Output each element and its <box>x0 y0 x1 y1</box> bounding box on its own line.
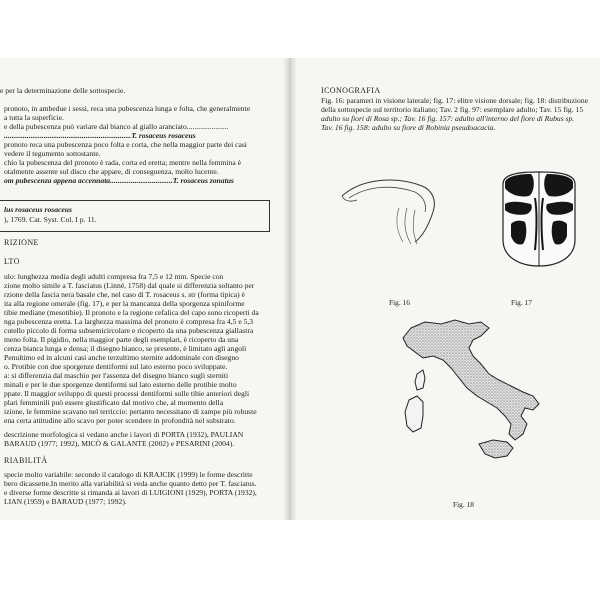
left-line: o. Protibie con due sporgenze dentiformi sul lato esterno poco sviluppate. <box>4 362 228 371</box>
left-line: BARAUD (1977; 1992), MICÒ & GALANTE (2002) e PESARINI (2004). <box>4 439 235 448</box>
left-line: minali e per le due sporgenze dentiformi sul lato esterno delle protibie molto <box>4 380 237 389</box>
left-line: e diverse forme descritte si rimanda ai lavori di LUIGIONI (1929), PORTA (1932), <box>4 488 257 497</box>
right-line: Tav. 16 fig. 158: adulto su fiore di Robinia pseudoacacia. <box>321 123 496 132</box>
left-line: specie molto variabile: secondo il catalogo di KRAJCIK (1999) le forme descritte <box>4 470 253 479</box>
left-line: LIAN (1959) e BARAUD (1977; 1992). <box>4 497 127 506</box>
left-line: Penultimo ed in alcuni casi anche terzultimo sternite addominale con disegno <box>4 353 239 362</box>
left-line: ena certa attitudine allo scavo per poter scendere in profondità nel substrato. <box>4 416 236 425</box>
left-line: plari femminili può essere giustificato dal motivo che, al momento della <box>4 398 224 407</box>
left-line: cenza bianca lunga e densa; il disegno bianco, se presente, è limitato agli angoli <box>4 344 247 353</box>
left-line: ita alla regione omerale (fig. 17), e per la mancanza della sporgenza spiniforme <box>4 299 245 308</box>
left-line: meno folta. Il pigidio, nella maggior parte degli esemplari, è ricoperto da una <box>4 335 239 344</box>
left-line: descrizione morfologica si vedano anche i lavori di PORTA (1932), PAULIAN <box>4 430 244 439</box>
section-heading: RIABILITÀ <box>4 456 48 465</box>
left-line: e per la determinazione delle sottospecie. <box>0 86 126 95</box>
fig17-caption: Fig. 17 <box>511 298 532 307</box>
left-line: cutello piccolo di forma subsemicircolare e ricoperto da una pubescenza giallastra <box>4 326 254 335</box>
left-line: a: si differenzia dal maschio per l'assenza del disegno bianco sugli sterniti <box>4 371 229 380</box>
right-line: Fig. 16: parameri in visione laterale; fig. 17: elitre visione dorsale; fig. 18: distribuzione <box>321 96 588 105</box>
book-gutter <box>283 58 297 520</box>
right-line: della sottospecie sul territorio italiano; Tav. 2 fig. 97: esemplare adulto; Tav. 15 fig. 15 <box>321 105 584 114</box>
left-line: ulo: lunghezza media degli adulti compresa fra 7,5 e 12 mm. Specie con <box>4 272 224 281</box>
left-line: ppate. Il maggior sviluppo di questi processi dentiformi sulle tibie anteriori degli <box>4 389 250 398</box>
left-line: chio la pubescenza del pronoto è rada, corta ed eretta; mentre nella femmina è <box>4 158 241 167</box>
left-key-result: om pubescenza appena accennata.................................T. rosaceus zonatus <box>4 176 234 185</box>
left-line: rzione della fascia nera basale che, nel caso di T. rosaceus s. str (forma tipica) è <box>4 290 245 299</box>
italy-map-figure <box>389 316 559 476</box>
left-line: otalmente assente sul disco che appare, di conseguenza, molto lucente. <box>4 167 219 176</box>
section-heading: RIZIONE <box>4 238 39 247</box>
right-line: adulto su fiori di Rosa sp.; Tav. 16 fig. 157: adulto all'interno del fiore di Rubus sp. <box>321 114 575 123</box>
fig18-caption: Fig. 18 <box>453 500 474 509</box>
left-line: a tutta la superficie. <box>4 113 64 122</box>
fig16-caption: Fig. 16 <box>389 298 410 307</box>
left-line: e della pubescenza può variare dal bianco al giallo aranciato...................... <box>4 122 229 131</box>
right-page <box>297 58 600 520</box>
taxon-name: lus rosaceus rosaceus <box>4 205 72 214</box>
paramere-figure <box>337 168 447 248</box>
left-line: bero dicassette.In merito alla variabilità si veda anche quanto detto per T. fasciatus. <box>4 479 257 488</box>
left-page <box>0 58 283 520</box>
left-line: izione, le femmine scavano nel terriccio: pertanto necessitano di zampe più robuste <box>4 407 257 416</box>
elytra-figure <box>493 170 585 268</box>
left-line: pronoto, in ambedue i sessi, reca una pubescenza lunga e folta, che generalmente <box>4 104 251 113</box>
subsection-heading: LTO <box>4 257 20 266</box>
taxon-citation: ), 1769. Cat. Syst. Col. I p. 11. <box>4 215 97 224</box>
left-line: tibie mediane (mesotibie). Il pronoto e la regione cefalica del capo sono ricoperti da <box>4 308 259 317</box>
left-key-result: ...................................................................T. rosaceus rosaceus <box>4 131 196 140</box>
left-line: nga pubescenza eretta. La larghezza massima del pronoto è compresa fra 4,5 e 5,3 <box>4 317 254 326</box>
iconography-heading: ICONOGRAFIA <box>321 86 381 95</box>
left-line: pronoto reca una pubescenza poco folta e corta, che nella maggior parte dei casi <box>4 140 247 149</box>
left-line: zione molto simile a T. fasciatus (Linné, 1758) dal quale si differenzia soltanto per <box>4 281 255 290</box>
left-line: vedere il tegumento sottostante. <box>4 149 101 158</box>
